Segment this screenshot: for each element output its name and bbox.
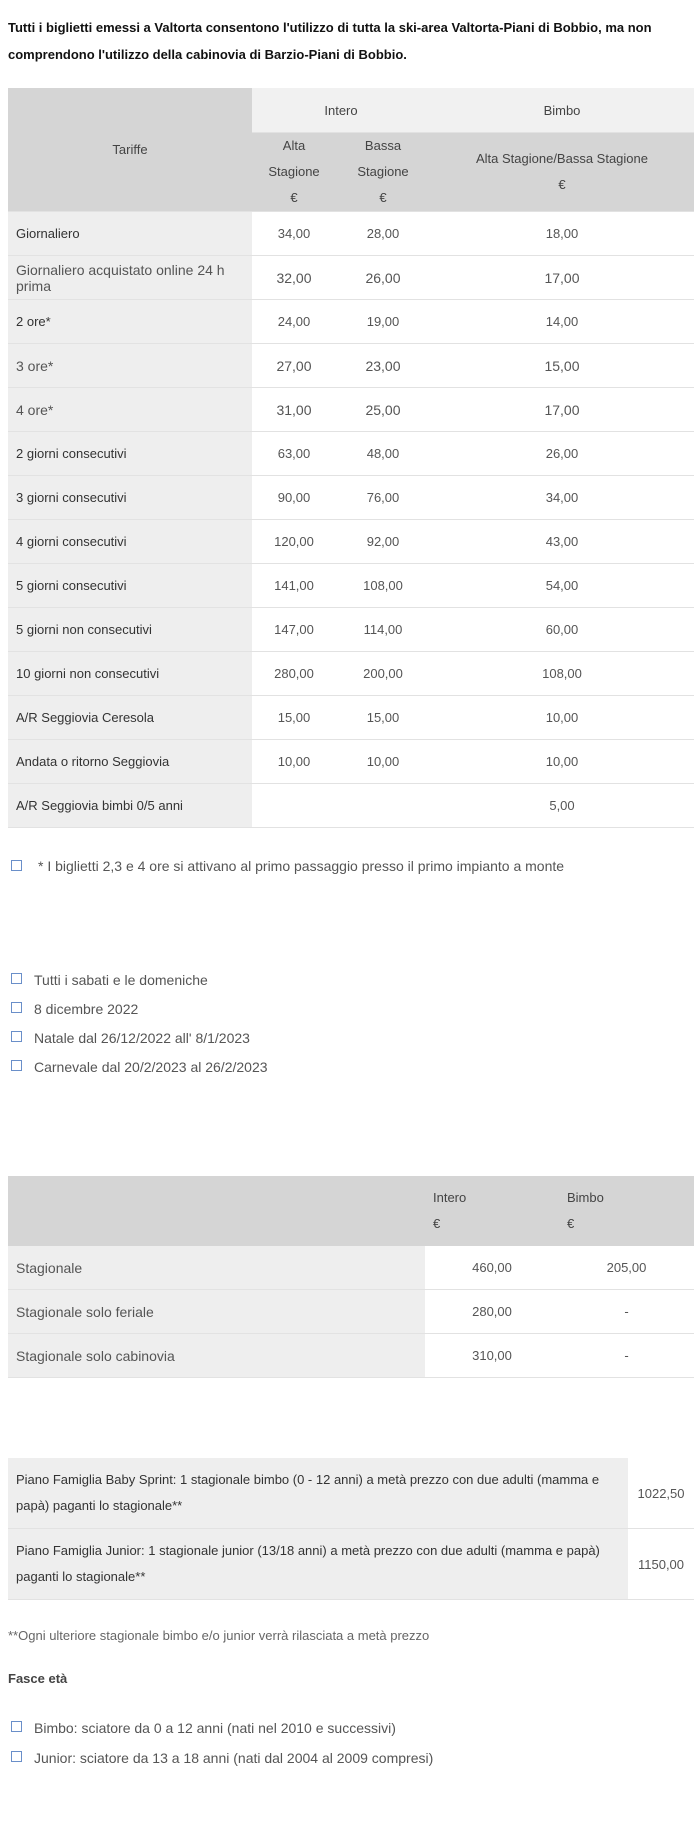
list-item [8,999,692,1028]
hours-note-list [8,856,692,876]
table-row [8,784,694,828]
row-label: 4 ore* [8,388,252,432]
checkbox-bullet-icon [11,860,22,871]
family-note: **Ogni ulteriore stagionale bimbo e/o junior verrà rilasciata a metà prezzo [8,1628,430,1643]
price-cell: 10,00 [430,696,694,740]
table-row [8,256,694,300]
list-item [8,856,692,876]
price-cell: 31,00 [252,388,336,432]
checkbox-bullet-icon [11,1060,22,1071]
price-cell: 205,00 [559,1246,694,1290]
date-text: Natale dal 26/12/2022 all' 8/1/2023 [34,1030,250,1046]
price-cell: 26,00 [430,432,694,476]
price-cell: 25,00 [336,388,430,432]
table-row [8,212,694,256]
table-row [8,652,694,696]
row-label: Andata o ritorno Seggiovia [8,740,252,784]
price-cell: 147,00 [252,608,336,652]
list-item [8,970,692,999]
col-bimbo: Bimbo € [559,1176,694,1246]
price-cell [252,784,336,828]
price-cell: 1150,00 [628,1529,694,1600]
price-cell: 17,00 [430,256,694,300]
price-cell: 17,00 [430,388,694,432]
list-item [8,1028,692,1057]
row-label: 10 giorni non consecutivi [8,652,252,696]
fascia-text: Junior: sciatore da 13 a 18 anni (nati dal 2004 al 2009 compresi) [34,1750,434,1766]
date-text: Carnevale dal 20/2/2023 al 26/2/2023 [34,1059,268,1075]
row-label: Stagionale solo cabinovia [8,1334,425,1378]
table-row [8,608,694,652]
price-cell: 114,00 [336,608,430,652]
table-header-row [8,88,694,133]
col-alta-stagione: Alta Stagione € [252,133,336,212]
price-cell: 108,00 [336,564,430,608]
col-bassa-stagione: Bassa Stagione € [336,133,430,212]
row-label: 5 giorni consecutivi [8,564,252,608]
table-row [8,1246,694,1290]
price-cell: 5,00 [430,784,694,828]
row-label: 4 giorni consecutivi [8,520,252,564]
price-cell: - [559,1290,694,1334]
list-item [8,1718,692,1748]
table-row [8,564,694,608]
price-cell: 90,00 [252,476,336,520]
price-cell: 48,00 [336,432,430,476]
date-text: 8 dicembre 2022 [34,1001,139,1017]
hours-note-text: * I biglietti 2,3 e 4 ore si attivano al primo passaggio presso il primo impianto a monte [38,858,565,874]
price-cell: 43,00 [430,520,694,564]
row-label: Stagionale [8,1246,425,1290]
fascia-text: Bimbo: sciatore da 0 a 12 anni (nati nel 2010 e successivi) [34,1720,396,1736]
price-cell: 108,00 [430,652,694,696]
price-cell: 60,00 [430,608,694,652]
list-item [8,1057,692,1086]
price-cell: 92,00 [336,520,430,564]
intro-text: Tutti i biglietti emessi a Valtorta consentono l'utilizzo di tutta la ski-area Valtorta-Piani di Bobbio, ma non comprendono l'utilizzo della cabinovia di Barzio-Piani di Bobbio. [8,20,652,62]
table-row [8,344,694,388]
price-cell: 63,00 [252,432,336,476]
price-cell: 34,00 [252,212,336,256]
price-cell: 54,00 [430,564,694,608]
price-cell: 1022,50 [628,1458,694,1529]
price-cell: 19,00 [336,300,430,344]
price-cell: 18,00 [430,212,694,256]
row-label: A/R Seggiovia bimbi 0/5 anni [8,784,252,828]
checkbox-bullet-icon [11,1751,22,1762]
table-row [8,476,694,520]
price-cell: 23,00 [336,344,430,388]
table-row [8,1334,694,1378]
intero-group-header: Intero [252,88,430,133]
price-cell: 10,00 [252,740,336,784]
table-row [8,1529,694,1600]
price-cell: 34,00 [430,476,694,520]
price-cell: 460,00 [425,1246,559,1290]
price-cell: 200,00 [336,652,430,696]
row-label: 3 giorni consecutivi [8,476,252,520]
table-header-row [8,1176,694,1246]
price-cell: 26,00 [336,256,430,300]
date-text: Tutti i sabati e le domeniche [34,972,208,988]
checkbox-bullet-icon [11,1721,22,1732]
row-label: 3 ore* [8,344,252,388]
row-label: 5 giorni non consecutivi [8,608,252,652]
price-cell: 280,00 [252,652,336,696]
daily-prices-table [8,88,694,828]
family-plan-table [8,1458,694,1600]
price-cell: 76,00 [336,476,430,520]
table-row [8,1290,694,1334]
price-cell: 28,00 [336,212,430,256]
fasce-title: Fasce età [8,1671,68,1686]
price-cell: 15,00 [336,696,430,740]
fasce-list [8,1718,692,1778]
row-label: 2 ore* [8,300,252,344]
row-label: Piano Famiglia Baby Sprint: 1 stagionale bimbo (0 - 12 anni) a metà prezzo con due adulti (mamma e papà) paganti lo stagionale** [8,1458,628,1529]
price-cell: 310,00 [425,1334,559,1378]
list-item [8,1748,692,1778]
price-cell: 24,00 [252,300,336,344]
table-row [8,696,694,740]
price-cell: 15,00 [252,696,336,740]
row-label: 2 giorni consecutivi [8,432,252,476]
checkbox-bullet-icon [11,1031,22,1042]
price-cell [336,784,430,828]
table-row [8,388,694,432]
row-label: Giornaliero [8,212,252,256]
table-row [8,1458,694,1529]
price-cell: 280,00 [425,1290,559,1334]
price-cell: 141,00 [252,564,336,608]
price-cell: 15,00 [430,344,694,388]
price-cell: 10,00 [336,740,430,784]
table-row [8,520,694,564]
col-bimbo-stagione: Alta Stagione/Bassa Stagione € [430,133,694,212]
price-cell: 32,00 [252,256,336,300]
price-cell: 14,00 [430,300,694,344]
price-cell: 27,00 [252,344,336,388]
row-label: Stagionale solo feriale [8,1290,425,1334]
col-intero: Intero € [425,1176,559,1246]
row-label: Piano Famiglia Junior: 1 stagionale junior (13/18 anni) a metà prezzo con due adulti (mamma e papà) paganti lo stagionale** [8,1529,628,1600]
alta-stagione-dates-list [8,970,692,1086]
season-pass-table [8,1176,694,1378]
empty-header [8,1176,425,1246]
price-cell: - [559,1334,694,1378]
tariffe-header: Tariffe [8,88,252,212]
table-row [8,740,694,784]
checkbox-bullet-icon [11,973,22,984]
row-label: Giornaliero acquistato online 24 h prima [8,256,252,300]
table-row [8,300,694,344]
table-row [8,432,694,476]
price-cell: 120,00 [252,520,336,564]
row-label: A/R Seggiovia Ceresola [8,696,252,740]
checkbox-bullet-icon [11,1002,22,1013]
price-cell: 10,00 [430,740,694,784]
bimbo-group-header: Bimbo [430,88,694,133]
